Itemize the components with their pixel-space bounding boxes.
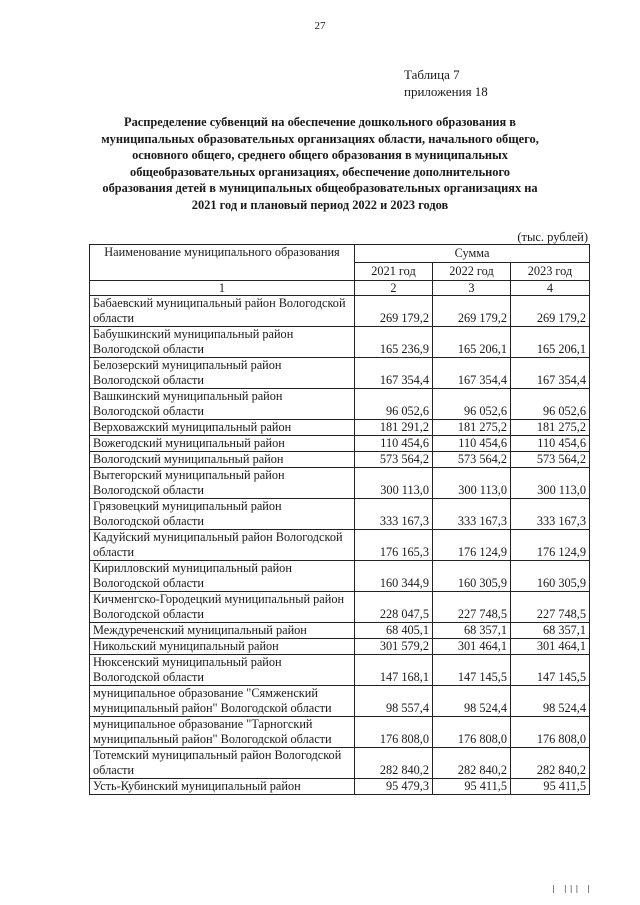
amount-2021: 176 165,3 [355, 530, 433, 561]
table-row [90, 389, 590, 420]
municipality-name: Верховажский муниципальный район [90, 420, 355, 436]
amount-2022: 282 840,2 [433, 748, 511, 779]
amount-2021: 181 291,2 [355, 420, 433, 436]
table-row [90, 686, 590, 717]
amount-2021: 98 557,4 [355, 686, 433, 717]
amount-2021: 96 052,6 [355, 389, 433, 420]
header-year: 2023 год [511, 263, 590, 281]
amount-2022: 176 124,9 [433, 530, 511, 561]
amount-2022: 227 748,5 [433, 592, 511, 623]
column-number: 1 [90, 281, 355, 296]
amount-2021: 176 808,0 [355, 717, 433, 748]
amount-2022: 181 275,2 [433, 420, 511, 436]
amount-2022: 165 206,1 [433, 327, 511, 358]
amount-2022: 96 052,6 [433, 389, 511, 420]
table-reference [404, 66, 488, 100]
municipality-name: Усть-Кубинский муниципальный район [90, 779, 355, 795]
amount-2021: 68 405,1 [355, 623, 433, 639]
column-number: 3 [433, 281, 511, 296]
amount-2023: 95 411,5 [511, 779, 590, 795]
amount-2023: 147 145,5 [511, 655, 590, 686]
column-number: 2 [355, 281, 433, 296]
municipality-name: Кирилловский муниципальный район Вологодской области [90, 561, 355, 592]
column-number: 4 [511, 281, 590, 296]
table-row [90, 623, 590, 639]
amount-2023: 176 808,0 [511, 717, 590, 748]
amount-2023: 301 464,1 [511, 639, 590, 655]
table-row [90, 499, 590, 530]
amount-2023: 282 840,2 [511, 748, 590, 779]
table-row [90, 420, 590, 436]
amount-2022: 110 454,6 [433, 436, 511, 452]
amount-2023: 300 113,0 [511, 468, 590, 499]
table-row [90, 717, 590, 748]
amount-2023: 227 748,5 [511, 592, 590, 623]
municipality-name: Белозерский муниципальный район Вологодской области [90, 358, 355, 389]
amount-2023: 333 167,3 [511, 499, 590, 530]
municipality-name: Вытегорский муниципальный район Вологодской области [90, 468, 355, 499]
municipality-name: муниципальное образование "Тарногский муниципальный район" Вологодской области [90, 717, 355, 748]
amount-2023: 110 454,6 [511, 436, 590, 452]
amount-2022: 176 808,0 [433, 717, 511, 748]
amount-2023: 176 124,9 [511, 530, 590, 561]
amount-2022: 98 524,4 [433, 686, 511, 717]
amount-2022: 333 167,3 [433, 499, 511, 530]
amount-2023: 96 052,6 [511, 389, 590, 420]
table-row [90, 592, 590, 623]
municipality-name: Вашкинский муниципальный район Вологодской области [90, 389, 355, 420]
amount-2021: 333 167,3 [355, 499, 433, 530]
amount-2021: 301 579,2 [355, 639, 433, 655]
amount-2022: 573 564,2 [433, 452, 511, 468]
units-label: (тыс. рублей) [517, 230, 588, 244]
table-row [90, 748, 590, 779]
table-row [90, 296, 590, 327]
municipality-name: Кичменгско-Городецкий муниципальный район Вологодской области [90, 592, 355, 623]
table-row [90, 530, 590, 561]
table-label: Таблица 7 [404, 67, 460, 82]
header-row [90, 245, 590, 263]
table-row [90, 468, 590, 499]
amount-2022: 300 113,0 [433, 468, 511, 499]
header-year: 2021 год [355, 263, 433, 281]
header-sum: Сумма [355, 245, 590, 263]
amount-2021: 167 354,4 [355, 358, 433, 389]
amount-2022: 95 411,5 [433, 779, 511, 795]
amount-2023: 573 564,2 [511, 452, 590, 468]
amount-2023: 165 206,1 [511, 327, 590, 358]
amount-2021: 165 236,9 [355, 327, 433, 358]
table-row [90, 561, 590, 592]
amount-2022: 269 179,2 [433, 296, 511, 327]
amount-2022: 147 145,5 [433, 655, 511, 686]
amount-2023: 98 524,4 [511, 686, 590, 717]
amount-2021: 95 479,3 [355, 779, 433, 795]
amount-2023: 181 275,2 [511, 420, 590, 436]
amount-2023: 269 179,2 [511, 296, 590, 327]
table-row [90, 358, 590, 389]
table-row [90, 327, 590, 358]
amount-2021: 228 047,5 [355, 592, 433, 623]
header-year: 2022 год [433, 263, 511, 281]
table-row [90, 655, 590, 686]
municipality-name: Никольский муниципальный район [90, 639, 355, 655]
amount-2021: 282 840,2 [355, 748, 433, 779]
document-title: Распределение субвенций на обеспечение дошкольного образования в муниципальных образовательных организациях области, начального общего, основного общего, среднего общего образования в муниципальных общеобразовательных организациях, обеспечение дополнительного образования детей в муниципальных общеобразовательных организациях на 2021 год и плановый период 2022 и 2023 годов [101, 115, 539, 212]
scan-marker: | ||| | [551, 884, 592, 893]
amount-2022: 301 464,1 [433, 639, 511, 655]
amount-2021: 573 564,2 [355, 452, 433, 468]
municipality-name: Вологодский муниципальный район [90, 452, 355, 468]
amount-2023: 68 357,1 [511, 623, 590, 639]
page-number: 27 [314, 20, 326, 32]
column-number-row [90, 281, 590, 296]
header-municipality: Наименование муниципального образования [90, 245, 355, 281]
table-row [90, 436, 590, 452]
municipality-name: Бабушкинский муниципальный район Вологодской области [90, 327, 355, 358]
amount-2022: 167 354,4 [433, 358, 511, 389]
amount-2021: 300 113,0 [355, 468, 433, 499]
amount-2022: 160 305,9 [433, 561, 511, 592]
municipality-name: Вожегодский муниципальный район [90, 436, 355, 452]
amount-2021: 269 179,2 [355, 296, 433, 327]
municipality-name: Тотемский муниципальный район Вологодской области [90, 748, 355, 779]
amount-2023: 167 354,4 [511, 358, 590, 389]
amount-2021: 147 168,1 [355, 655, 433, 686]
subsidies-table [89, 244, 590, 795]
municipality-name: Кадуйский муниципальный район Вологодской области [90, 530, 355, 561]
appendix-label: приложения 18 [404, 84, 488, 99]
table-row [90, 779, 590, 795]
table-row [90, 452, 590, 468]
amount-2023: 160 305,9 [511, 561, 590, 592]
municipality-name: Междуреченский муниципальный район [90, 623, 355, 639]
amount-2022: 68 357,1 [433, 623, 511, 639]
table-row [90, 639, 590, 655]
municipality-name: Грязовецкий муниципальный район Вологодской области [90, 499, 355, 530]
municipality-name: муниципальное образование "Сямженский муниципальный район" Вологодской области [90, 686, 355, 717]
amount-2021: 160 344,9 [355, 561, 433, 592]
amount-2021: 110 454,6 [355, 436, 433, 452]
municipality-name: Нюксенский муниципальный район Вологодской области [90, 655, 355, 686]
municipality-name: Бабаевский муниципальный район Вологодской области [90, 296, 355, 327]
